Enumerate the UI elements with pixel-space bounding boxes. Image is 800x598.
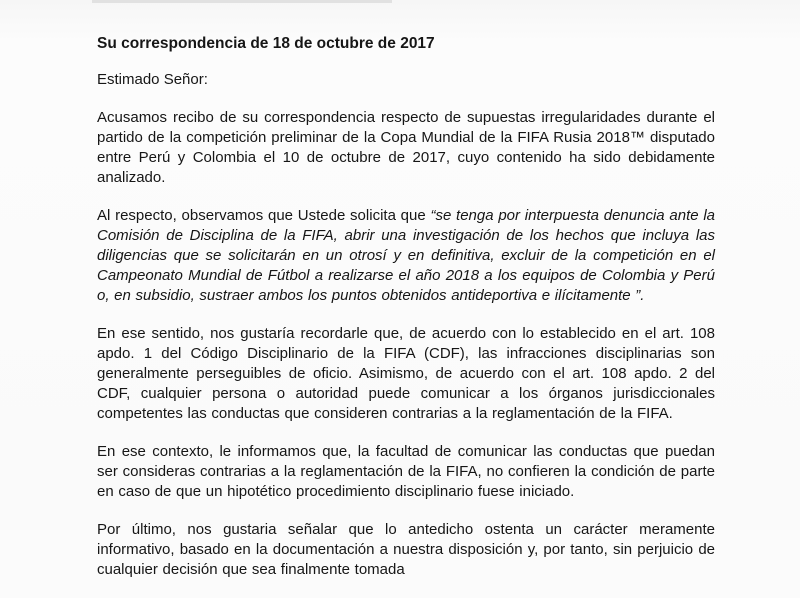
paragraph-4: En ese contexto, le informamos que, la facultad de comunicar las conductas que puedan ser consideras contrarias a la reglamentación de la FIFA, no confieren la condición de parte en caso de que un hipotético procedimiento disciplinario fuese iniciado. <box>97 443 715 500</box>
letter-greeting: Estimado Señor: <box>97 71 208 88</box>
paragraph-2 <box>97 206 715 306</box>
letter-body <box>97 34 715 598</box>
paragraph-5: Por último, nos gustaria señalar que lo antedicho ostenta un carácter meramente informativo, basado en la documentación a nuestra disposición y, por tanto, sin perjuicio de cualquier decisión que sea finalmente tomada <box>97 521 715 578</box>
top-edge-divider <box>92 0 392 3</box>
paragraph-1: Acusamos recibo de su correspondencia respecto de supuestas irregularidades durante el partido de la competición preliminar de la Copa Mundial de la FIFA Rusia 2018™ disputado entre Perú y Colombia el 10 de octubre de 2017, cuyo contenido ha sido debidamente analizado. <box>97 109 715 186</box>
paragraph-2-intro: Al respecto, observamos que Ustede solicita que <box>97 207 431 224</box>
letter-subject: Su correspondencia de 18 de octubre de 2017 <box>97 35 435 52</box>
paragraph-3: En ese sentido, nos gustaría recordarle que, de acuerdo con lo establecido en el art. 108 apdo. 1 del Código Disciplinario de la FIFA (CDF), las infracciones disciplinarias son generalmente perseguibles de oficio. Asimismo, de acuerdo con el art. 108 apdo. 2 del CDF, cualquier persona o autoridad puede comunicar a los órganos jurisdiccionales competentes las conductas que consideren contrarias a la reglamentación de la FIFA. <box>97 325 715 422</box>
paragraph-2-quote: “se tenga por interpuesta denuncia ante la Comisión de Disciplina de la FIFA, abrir una investigación de los hechos que incluya las diligencias que se solicitarán en un otrosí y en definitiva, excluir de la competición en el Campeonato Mundial de Fútbol a realizarse el año 2018 a los equipos de Colombia y Perú o, en subsidio, sustraer ambos los puntos obtenidos antideportiva e ilícitamente ”. <box>97 207 716 304</box>
